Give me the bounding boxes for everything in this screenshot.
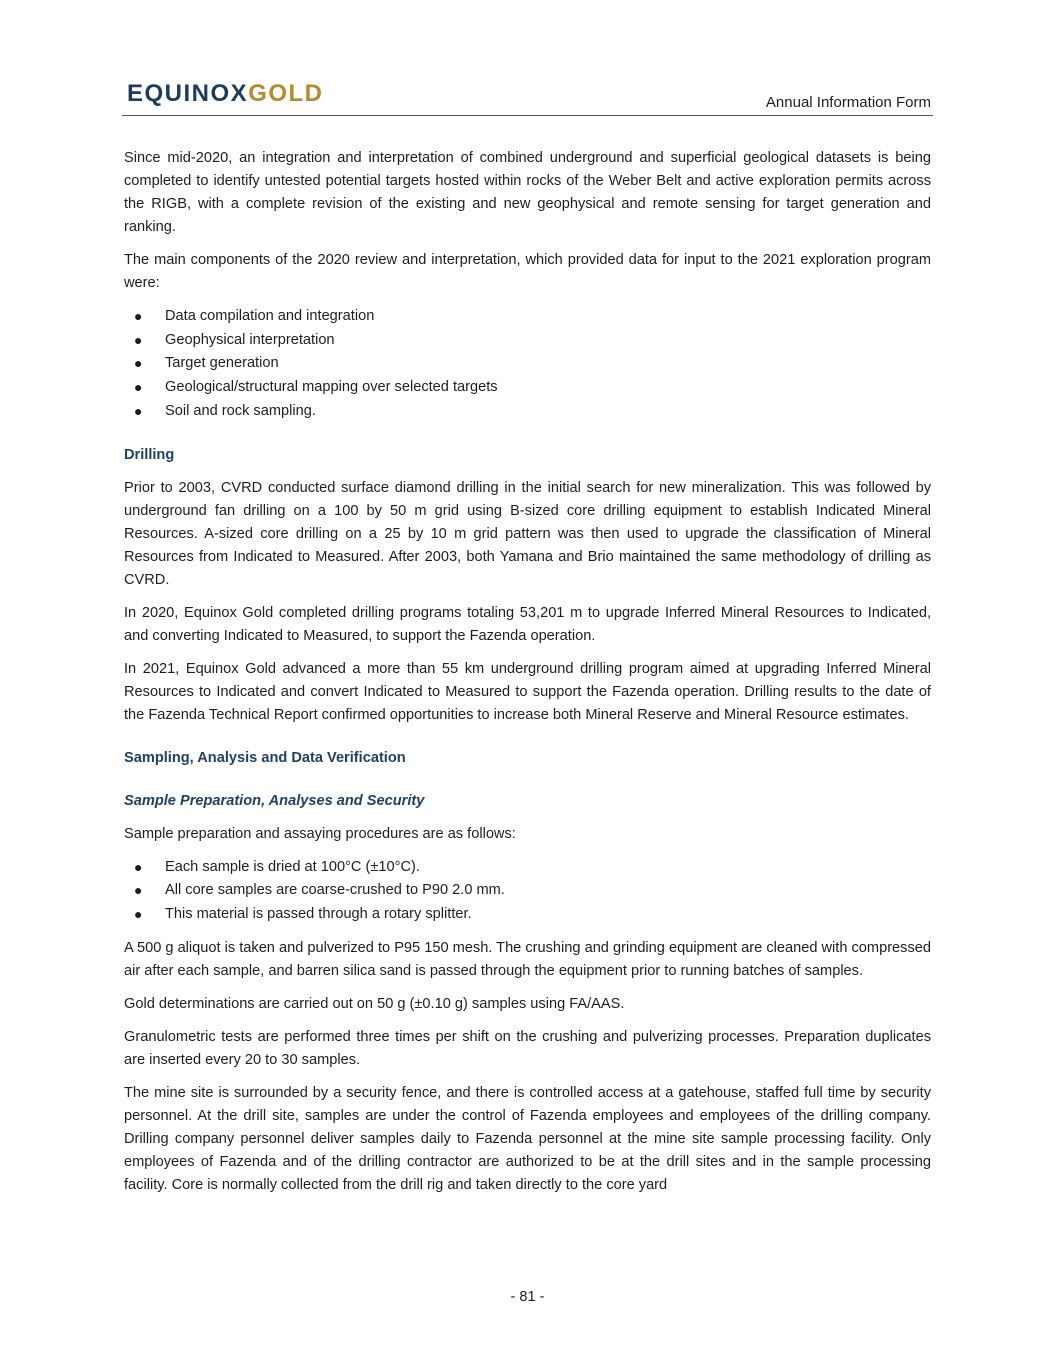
sampling-paragraph-1: A 500 g aliquot is taken and pulverized to P95 150 mesh. The crushing and grinding equipment are cleaned with compressed air after each sample, and barren silica sand is passed through the equipment prior to running batches of samples.: [124, 939, 931, 979]
list-item: ● Soil and rock sampling.: [124, 400, 931, 424]
logo-text-equinox: EQUINOX: [127, 80, 249, 107]
sampling-paragraph-3: Granulometric tests are performed three times per shift on the crushing and pulverizing processes. Preparation duplicates are inserted every 20 to 30 samples.: [124, 1028, 931, 1068]
drilling-heading: Drilling: [124, 446, 175, 463]
list-item: ● This material is passed through a rotary splitter.: [124, 903, 931, 927]
bullet-icon: ●: [134, 379, 143, 396]
sampling-intro-paragraph: Sample preparation and assaying procedures are as follows:: [124, 825, 516, 842]
sampling-paragraph-4: The mine site is surrounded by a security fence, and there is controlled access at a gatehouse, staffed full time by security personnel. At the drill site, samples are under the control of Fazenda employees and employees of the drilling company. Drilling company personnel deliver samples daily to Fazenda personnel at the mine site sample processing facility. Only employees of Fazenda and of the drilling contractor are authorized to be at the drill sites and in the sample processing facility. Core is normally collected from the drill rig and taken directly to the core yard: [124, 1084, 931, 1193]
sample-procedure-list: [124, 856, 931, 927]
intro-paragraph-2: The main components of the 2020 review and interpretation, which provided data for input to the 2021 exploration program were:: [124, 252, 931, 291]
list-item: ● Data compilation and integration: [124, 305, 931, 329]
bullet-icon: ●: [134, 308, 143, 324]
list-item: ● Each sample is dried at 100°C (±10°C).: [124, 856, 931, 880]
drilling-paragraph-2: In 2020, Equinox Gold completed drilling programs totaling 53,201 m to upgrade Inferred Mineral Resources to Indicated, and converting Indicated to Measured, to support the Fazenda operation.: [124, 604, 931, 644]
intro-paragraph-1: Since mid-2020, an integration and interpretation of combined underground and superficial geological datasets is being completed to identify untested potential targets hosted within rocks of the Weber Belt and active exploration permits across the RIGB, with a complete revision of the existing and new geophysical and remote sensing for target generation and ranking.: [124, 150, 931, 235]
page-content: [124, 147, 931, 1207]
logo-text-gold: GOLD: [248, 80, 324, 107]
list-item: ● Target generation: [124, 352, 931, 376]
sampling-paragraph-2: Gold determinations are carried out on 50 g (±0.10 g) samples using FA/AAS.: [124, 995, 625, 1012]
sample-preparation-subheading: Sample Preparation, Analyses and Security: [124, 792, 425, 809]
header-divider: [122, 115, 933, 116]
page-number: - 81 -: [510, 1289, 545, 1305]
drilling-paragraph-1: Prior to 2003, CVRD conducted surface diamond drilling in the initial search for new mineralization. This was followed by underground fan drilling on a 100 by 50 m grid using B-sized core drilling equipment to establish Indicated Mineral Resources. A-sized core drilling on a 25 by 10 m grid pattern was then used to upgrade the classification of Mineral Resources from Indicated to Measured. After 2003, both Yamana and Brio maintained the same methodology of drilling as CVRD.: [124, 479, 931, 588]
drilling-paragraph-3: In 2021, Equinox Gold advanced a more than 55 km underground drilling program aimed at upgrading Inferred Mineral Resources to Indicated and convert Indicated to Measured to support the Fazenda operation. Drilling results to the date of the Fazenda Technical Report confirmed opportunities to increase both Mineral Reserve and Mineral Resource estimates.: [124, 660, 931, 723]
bullet-icon: ●: [134, 331, 143, 348]
bullet-icon: ●: [134, 402, 143, 419]
bullet-icon: ●: [134, 858, 143, 875]
review-components-list: [124, 305, 931, 424]
document-title: Annual Information Form: [765, 94, 931, 111]
company-logo: [127, 80, 324, 108]
bullet-icon: ●: [134, 882, 143, 899]
list-item: ● Geological/structural mapping over selected targets: [124, 376, 931, 400]
bullet-icon: ●: [134, 355, 143, 372]
bullet-icon: ●: [134, 905, 143, 922]
sampling-heading: Sampling, Analysis and Data Verification: [124, 749, 406, 766]
list-item: ● All core samples are coarse-crushed to P90 2.0 mm.: [124, 879, 931, 903]
list-item: ● Geophysical interpretation: [124, 329, 931, 353]
